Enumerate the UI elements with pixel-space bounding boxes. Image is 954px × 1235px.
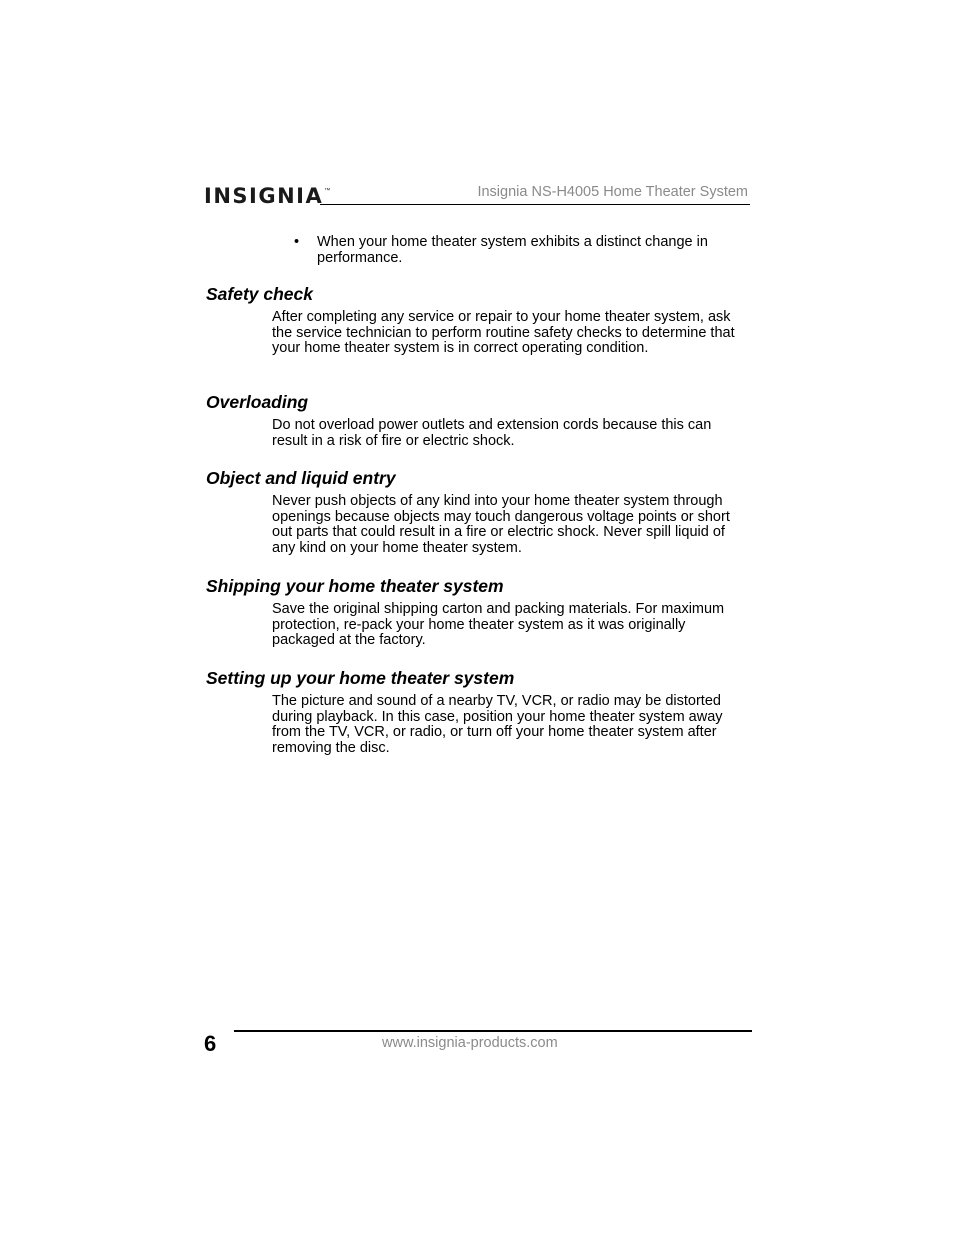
section-setting-up (206, 668, 751, 757)
section-shipping (206, 576, 751, 649)
section-body: Save the original shipping carton and packing materials. For maximum protection, re-pack your home theater system as it was originally packaged at the factory. (272, 601, 725, 649)
section-body: Do not overload power outlets and extension cords because this can result in a risk of fire or electric shock. (272, 417, 712, 449)
document-title: Insignia NS-H4005 Home Theater System (477, 184, 748, 200)
section-safety-check (206, 284, 751, 357)
header-divider (320, 204, 750, 205)
section-body: Never push objects of any kind into your home theater system through openings because objects may touch dangerous voltage points or short out parts that could result in a fire or electric shock. Never spill liquid of any kind on your home theater system. (272, 493, 730, 557)
brand-logo (204, 180, 330, 212)
page-number: 6 (204, 1031, 217, 1056)
section-body: After completing any service or repair to your home theater system, ask the service technician to perform routine safety checks to determine that your home theater system is in correct operating condition. (272, 309, 735, 357)
trademark-symbol: ™ (324, 188, 331, 194)
bullet-mark-icon: • (294, 234, 300, 250)
section-overloading (206, 392, 751, 449)
footer-url: www.insignia-products.com (382, 1035, 558, 1051)
bullet-text: When your home theater system exhibits a distinct change in performance. (317, 234, 708, 266)
brand-logo-text: INSIGNIA (204, 184, 324, 208)
footer-divider (234, 1030, 752, 1032)
section-heading: Object and liquid entry (206, 468, 396, 488)
section-heading: Setting up your home theater system (206, 668, 515, 688)
section-heading: Shipping your home theater system (206, 576, 504, 596)
section-heading: Safety check (206, 284, 314, 304)
section-heading: Overloading (206, 392, 309, 412)
section-object-liquid-entry (206, 468, 751, 557)
section-body: The picture and sound of a nearby TV, VCR, or radio may be distorted during playback. In this case, position your home theater system away from the TV, VCR, or radio, or turn off your home theater system after removing the disc. (272, 693, 723, 757)
bullet-item (294, 234, 744, 266)
